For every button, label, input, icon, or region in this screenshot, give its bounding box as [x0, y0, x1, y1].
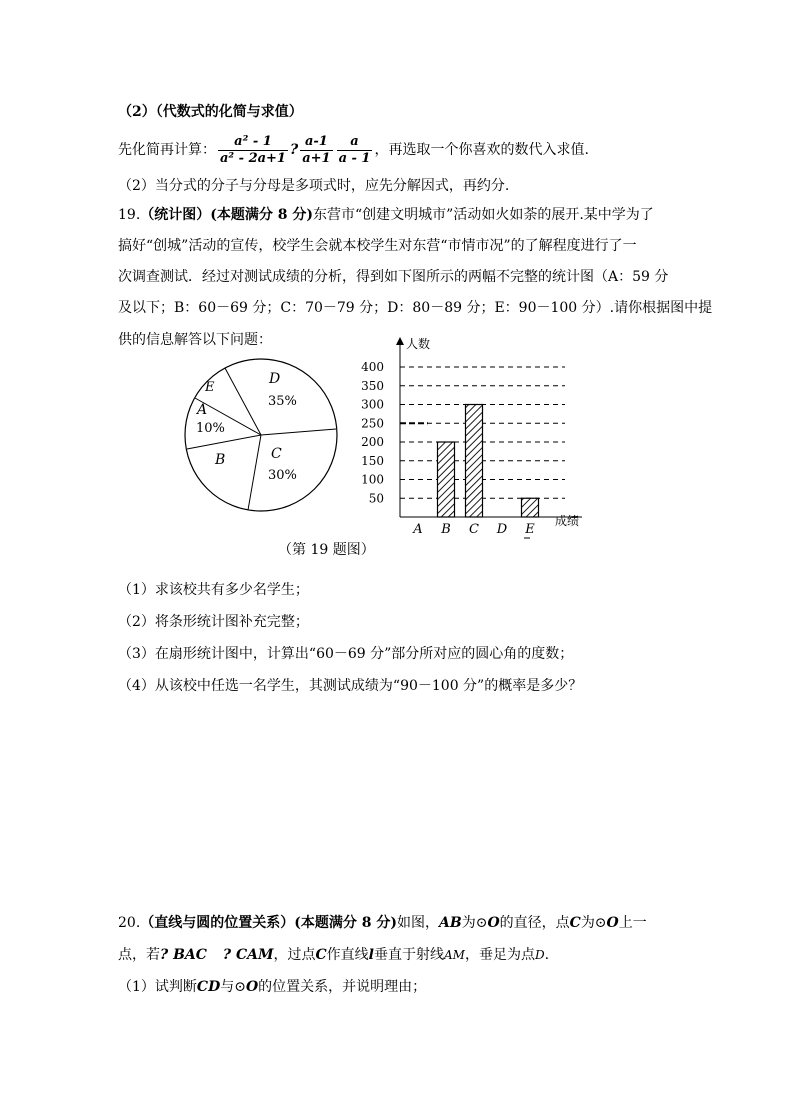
q20-text-b: 为⊙ — [461, 915, 488, 931]
fraction-3-denominator: a - 1 — [338, 150, 371, 166]
pie-label-a: A — [197, 402, 208, 418]
q19-figures — [170, 335, 610, 540]
bar-c — [466, 405, 483, 518]
q20-angle-bac: ? BAC — [160, 947, 207, 963]
fraction-2 — [300, 134, 332, 167]
q19-line-4: 及以下；B：60－69 分；C：70－79 分；D：80－89 分；E：90－100 分）.请你根据图中提 — [118, 300, 713, 316]
q20-line-2 — [118, 945, 549, 965]
bar-tick-400: 400 — [361, 360, 384, 374]
bar-e — [522, 498, 539, 517]
subsection-title: （2）（代数式的化简与求值） — [118, 104, 303, 120]
fraction-2-denominator: a+1 — [302, 150, 331, 166]
q20-text-j: ，垂足为点 — [464, 947, 535, 963]
q20-line-1 — [118, 913, 647, 933]
q20-sub1-c: 的位置关系，并说明理由； — [258, 979, 427, 995]
q20-text-h: 作直线 — [326, 947, 369, 963]
q20-o3: O — [245, 979, 259, 995]
bar-x-label: 成绩 — [555, 514, 580, 528]
q20-angle-cam: ? CAM — [222, 947, 274, 963]
bar-category-a: A — [413, 522, 423, 537]
q20-text-e: 上一 — [618, 915, 647, 931]
q19-line-1 — [118, 205, 654, 225]
bar-y-label: 人数 — [406, 337, 431, 351]
pie-value-c: 30% — [268, 468, 297, 483]
q19-question-2: （2）将条形统计图补充完整； — [118, 614, 309, 630]
bar-category-d: D — [496, 522, 508, 537]
q19-line-3: 次调查测试．经过对测试成绩的分析，得到如下图所示的两幅不完整的统计图（A：59 分 — [118, 269, 669, 285]
pie-label-b: B — [215, 452, 226, 468]
q20-sub1-b: 与⊙ — [220, 979, 246, 995]
q20-text-g: ，过点 — [273, 947, 316, 963]
fraction-1-denominator: a² - 2a+1 — [220, 150, 286, 166]
pie-divider-c-b — [248, 435, 261, 510]
fraction-2-numerator: a-1 — [300, 134, 332, 151]
bar-chart — [361, 336, 582, 538]
q19-number: 19. — [118, 207, 141, 223]
fraction-1-numerator: a² - 1 — [218, 134, 288, 151]
bar-category-b: B — [441, 522, 451, 537]
pie-chart — [185, 359, 337, 511]
pie-divider-b-a — [187, 435, 261, 449]
pie-label-d: D — [269, 371, 281, 387]
q20-c1: C — [569, 915, 581, 931]
q19-line-2: 搞好“创城”活动的宣传，校学生会就本校学生对东营“市情市况”的了解程度进行了一 — [118, 238, 637, 254]
pie-label-e: E — [205, 380, 215, 395]
bar-tick-350: 350 — [361, 378, 384, 393]
pie-value-d: 35% — [268, 394, 297, 409]
q20-sub-1 — [118, 977, 426, 997]
q20-text-c: 的直径，点 — [499, 915, 570, 931]
calc-suffix: ，再选取一个你喜欢的数代入求值. — [374, 142, 589, 158]
pie-divider-d-c — [261, 429, 336, 435]
bar-tick-250: 250 — [361, 416, 384, 431]
bar-b — [438, 442, 455, 517]
operator: ? — [289, 142, 299, 158]
pie-label-c: C — [271, 446, 282, 462]
q20-text-k: . — [544, 947, 550, 963]
bar-tick-50: 50 — [368, 491, 384, 506]
q20-l: l — [368, 947, 374, 963]
q20-ab: AB — [439, 915, 462, 931]
q19-tag: （统计图）(本题满分 8 分) — [140, 207, 314, 223]
figure-caption: （第 19 题图） — [278, 542, 375, 558]
fraction-3 — [337, 134, 373, 167]
q19-text: 东营市“创建文明城市”活动如火如荼的展开.某中学为了 — [313, 207, 654, 223]
q20-cd: CD — [196, 979, 221, 995]
q20-number: 20. — [118, 915, 141, 931]
q20-d: D — [534, 948, 545, 962]
fraction-1 — [218, 134, 288, 167]
pie-value-a: 10% — [196, 421, 225, 436]
q20-sub1-a: （1）试判断 — [118, 979, 197, 995]
bar-tick-150: 150 — [361, 453, 384, 468]
q20-am: AM — [444, 948, 465, 962]
bar-category-e: E — [525, 522, 535, 537]
hint-text: （2）当分式的分子与分母是多项式时，应先分解因式，再约分. — [118, 178, 510, 194]
q19-question-1: （1）求该校共有多少名学生； — [118, 582, 309, 598]
bar-tick-300: 300 — [361, 397, 384, 412]
bar-category-c: C — [469, 522, 479, 537]
bar-tick-200: 200 — [361, 435, 384, 449]
q20-o2: O — [606, 915, 619, 931]
q19-question-4: （4）从该校中任选一名学生，其测试成绩为“90－100 分”的概率是多少？ — [118, 678, 583, 694]
q20-c2: C — [315, 947, 327, 963]
bar-tick-100: 100 — [361, 472, 384, 487]
q19-line-5: 供的信息解答以下问题： — [118, 332, 272, 348]
fraction-3-numerator: a — [337, 134, 373, 151]
simplify-instruction — [118, 130, 589, 170]
calc-prefix: 先化简再计算： — [118, 142, 216, 158]
q20-o1: O — [487, 915, 500, 931]
q20-text-a: 如图， — [397, 915, 440, 931]
q20-text-f: 点，若 — [118, 947, 160, 963]
q20-text-d: 为⊙ — [580, 915, 607, 931]
q20-text-i: 垂直于射线 — [374, 947, 444, 963]
q19-question-3: （3）在扇形统计图中，计算出“60－69 分”部分所对应的圆心角的度数； — [118, 646, 574, 662]
q20-tag: （直线与圆的位置关系）(本题满分 8 分) — [140, 915, 398, 931]
